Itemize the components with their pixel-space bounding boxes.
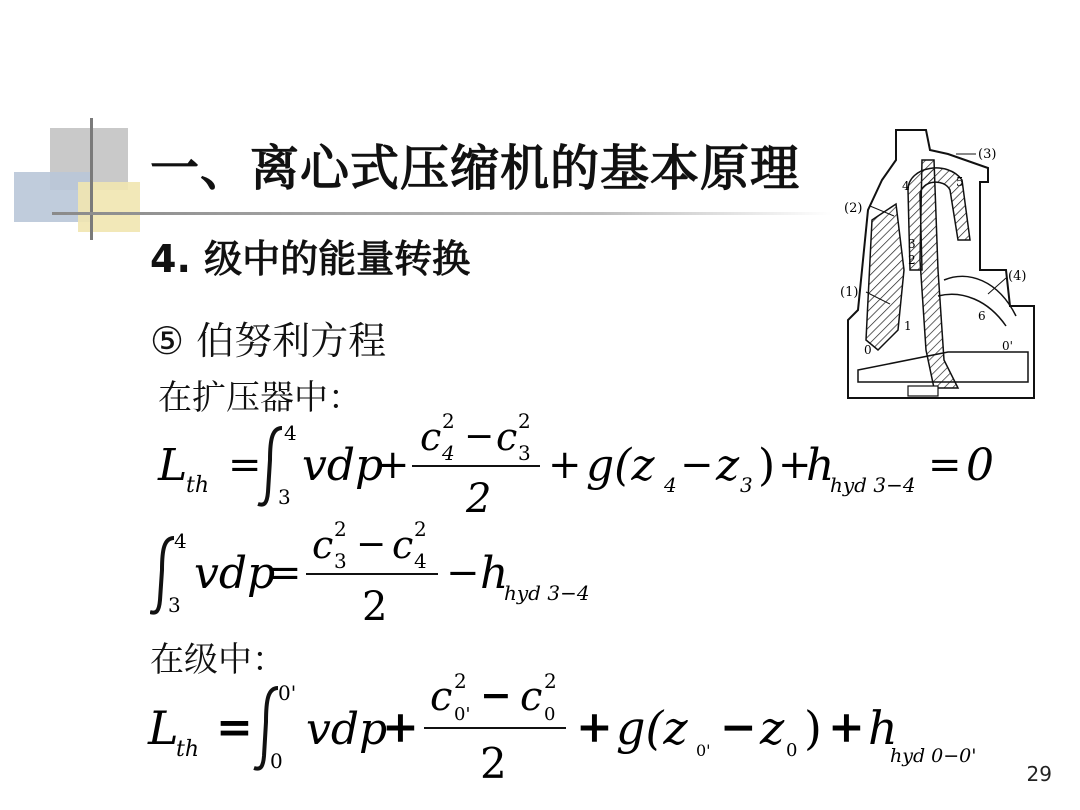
diagram-label-n0p: 0' xyxy=(1002,339,1013,353)
f3-num-c2-sup: 2 xyxy=(544,669,557,693)
diagram-label-n0: 0 xyxy=(864,343,872,357)
f3-num-c2-sub: 0 xyxy=(544,704,556,725)
title-ornament-vertical-line xyxy=(90,118,93,240)
f2-integrand: vdp xyxy=(194,548,276,599)
diagram-label-p3: (3) xyxy=(978,147,997,162)
f1-num-c1-sup: 2 xyxy=(442,409,455,433)
f3-g-z2: z xyxy=(760,701,785,755)
diagram-label-n5: 5 xyxy=(956,175,964,189)
diagram-label-p1: (1) xyxy=(840,285,859,300)
f3-g-term: g(z xyxy=(616,701,688,755)
subsection-heading: ⑤ 伯努利方程 xyxy=(150,319,387,363)
formula-diffuser-energy xyxy=(150,400,1010,520)
f1-g-z2: z xyxy=(716,440,740,491)
f2-num-minus: − xyxy=(356,524,387,565)
f3-int-upper: 0' xyxy=(278,681,297,705)
diagram-label-n6: 6 xyxy=(978,309,986,323)
f2-int-lower: 3 xyxy=(168,593,181,617)
stage-label: 在级中： xyxy=(150,640,286,680)
f3-num-c1-sub: 0' xyxy=(454,704,471,725)
f2-h: h xyxy=(480,548,509,599)
f3-g-close: ) xyxy=(804,701,822,755)
f2-num-c1-sub: 3 xyxy=(334,549,347,573)
f1-g-close: ) xyxy=(758,440,776,491)
f1-den: 2 xyxy=(466,476,492,520)
f2-eq: = xyxy=(268,550,302,596)
f3-eq: = xyxy=(216,702,253,753)
f1-num-c2: c xyxy=(496,415,518,459)
diagram-left-wall xyxy=(866,204,904,350)
f1-num-c1-sub: 4 xyxy=(442,441,455,465)
page-number: 29 xyxy=(1026,762,1052,786)
diffuser-label: 在扩压器中： xyxy=(158,378,362,418)
formula-stage-energy xyxy=(140,658,1000,788)
f1-num-c1: c xyxy=(420,415,442,459)
f3-integrand: vdp xyxy=(306,704,388,755)
f3-num-c2: c xyxy=(520,674,543,720)
f1-plus3: + xyxy=(778,442,812,488)
compressor-stage-diagram xyxy=(838,120,1060,412)
f1-g-minus: − xyxy=(680,442,714,488)
f2-num-c2-sub: 4 xyxy=(414,549,427,573)
f1-plus2: + xyxy=(548,442,582,488)
diagram-shaft-end xyxy=(908,386,938,396)
f2-h-sub: hyd 3−4 xyxy=(504,581,590,605)
f1-num-c2-sup: 2 xyxy=(518,409,531,433)
slide-title: 一、离心式压缩机的基本原理 xyxy=(150,140,801,197)
f1-int-upper: 4 xyxy=(284,421,297,445)
f3-lhs: L xyxy=(148,701,179,755)
f2-int-upper: 4 xyxy=(174,529,187,553)
f3-lhs-sub: th xyxy=(176,737,200,762)
diagram-label-n1: 1 xyxy=(904,319,912,333)
f1-g-sub2: 3 xyxy=(740,473,753,497)
formula-diffuser-pressure xyxy=(150,512,620,630)
f3-plus3: + xyxy=(828,702,865,753)
f3-plus1: + xyxy=(382,702,419,753)
title-ornament-yellow xyxy=(78,182,140,232)
f1-g-sub1: 4 xyxy=(664,473,677,497)
diagram-label-p2: (2) xyxy=(844,201,863,216)
diagram-label-n4: 4 xyxy=(902,179,910,193)
diagram-label-n2: 2 xyxy=(908,253,916,267)
f2-num-c2-sup: 2 xyxy=(414,517,427,541)
f1-int-lower: 3 xyxy=(278,485,291,509)
f1-eq2: = xyxy=(928,442,962,488)
f1-h-sub: hyd 3−4 xyxy=(830,473,916,497)
f3-num-minus: − xyxy=(480,672,512,717)
f2-num-c1-sup: 2 xyxy=(334,517,347,541)
f3-num-c1-sup: 2 xyxy=(454,669,467,693)
f3-h: h xyxy=(868,701,898,755)
f1-h: h xyxy=(806,440,835,491)
title-underline xyxy=(52,212,832,215)
f1-lhs: L xyxy=(158,440,188,491)
f1-plus1: + xyxy=(376,442,410,488)
f3-g-sub1: 0' xyxy=(696,741,711,760)
f3-g-sub2: 0 xyxy=(786,740,798,761)
f3-num-c1: c xyxy=(430,674,453,720)
f1-integrand: vdp xyxy=(302,440,384,491)
f1-zero: 0 xyxy=(966,440,994,491)
f1-eq: = xyxy=(228,442,262,488)
f3-h-sub: hyd 0−0' xyxy=(890,745,977,767)
f2-num-c2: c xyxy=(392,523,414,567)
f3-int-lower: 0 xyxy=(270,749,283,773)
diagram-label-n3: 3 xyxy=(908,237,916,251)
f1-g-term: g(z xyxy=(586,440,655,491)
f3-g-minus: − xyxy=(720,702,757,753)
f2-minus: − xyxy=(446,550,480,596)
f3-den: 2 xyxy=(480,739,507,788)
f2-num-c1: c xyxy=(312,523,334,567)
f1-num-c2-sub: 3 xyxy=(518,441,531,465)
f3-plus2: + xyxy=(576,702,613,753)
f1-num-minus: − xyxy=(464,416,495,457)
f1-lhs-sub: th xyxy=(186,473,210,498)
section-heading: 4. 级中的能量转换 xyxy=(150,237,471,281)
f2-den: 2 xyxy=(362,584,388,630)
diagram-label-p4: (4) xyxy=(1008,269,1027,284)
